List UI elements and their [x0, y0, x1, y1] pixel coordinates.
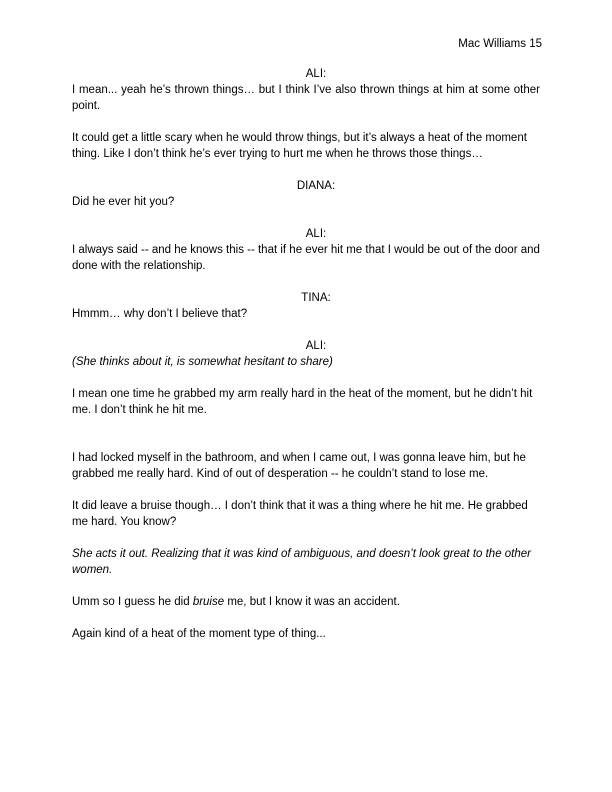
dialogue-line: I always said -- and he knows this -- that if he ever hit me that I would be out of the door and done with the relationship.: [72, 244, 540, 272]
emphasized-word: bruise: [192, 596, 225, 608]
page-header: Mac Williams 15: [458, 38, 542, 50]
stage-direction: (She thinks about it, is somewhat hesitant to share): [72, 356, 333, 368]
speaker-name: ALI:: [305, 228, 327, 240]
action-direction: She acts it out. Realizing that it was kind of ambiguous, and doesn’t look great to the other women.: [72, 548, 531, 576]
speaker-name: DIANA:: [296, 180, 336, 192]
dialogue-line: It could get a little scary when he would throw things, but it’s always a heat of the moment thing. Like I don’t think he’s ever trying to hurt me when he throws those things…: [72, 132, 527, 160]
dialogue-text: Umm so I guess he did: [72, 596, 193, 608]
dialogue-line: Again kind of a heat of the moment type of thing...: [72, 628, 326, 640]
dialogue-line: Hmmm… why don’t I believe that?: [72, 308, 248, 320]
dialogue-line: Did he ever hit you?: [72, 196, 175, 208]
speaker-name: ALI:: [305, 68, 327, 80]
dialogue-line: I mean... yeah he’s thrown things… but I think I’ve also thrown things at him at some other point.: [72, 84, 540, 112]
speaker-name: ALI:: [305, 340, 327, 352]
dialogue-line: I had locked myself in the bathroom, and when I came out, I was gonna leave him, but he grabbed me really hard. Kind of out of desperation -- he couldn’t stand to lose me.: [72, 452, 526, 480]
speaker-name: TINA:: [301, 292, 331, 304]
dialogue-line: It did leave a bruise though… I don’t think that it was a thing where he hit me. He grabbed me hard. You know?: [72, 500, 528, 528]
dialogue-line: [72, 594, 540, 610]
dialogue-line: I mean one time he grabbed my arm really hard in the heat of the moment, but he didn’t hit me. I don’t think he hit me.: [72, 388, 533, 416]
dialogue-text: me, but I know it was an accident.: [224, 596, 400, 608]
script-body: [72, 66, 540, 658]
